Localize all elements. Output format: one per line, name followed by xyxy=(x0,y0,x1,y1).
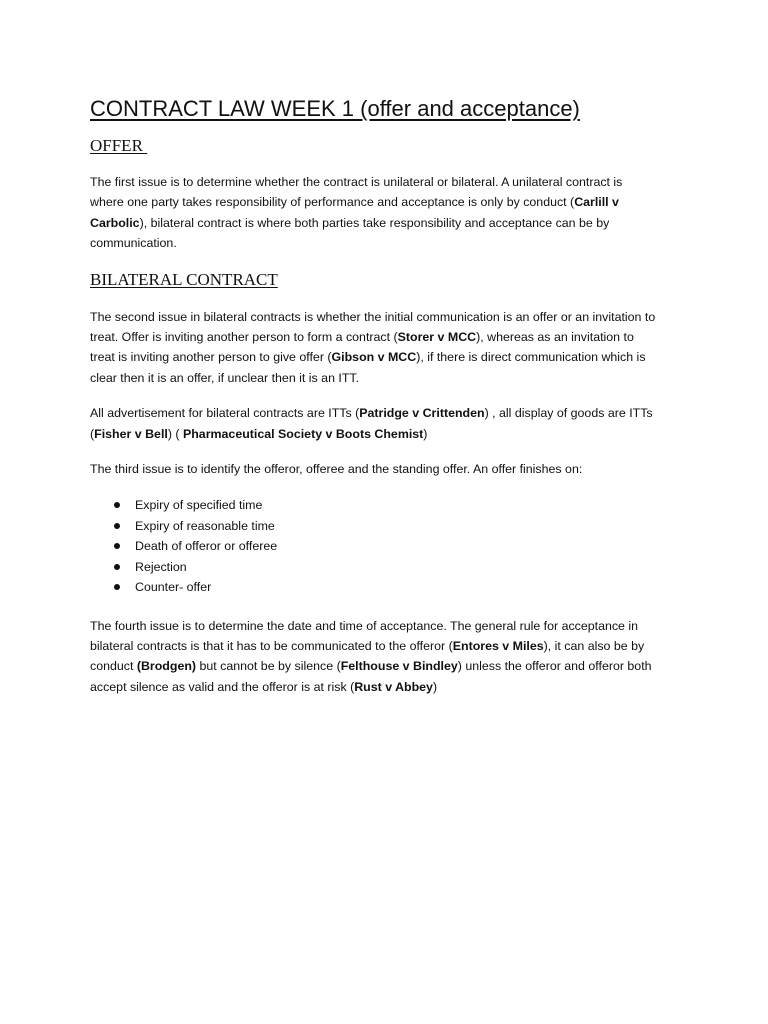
bullet-icon xyxy=(114,502,120,508)
list-item-label: Expiry of reasonable time xyxy=(135,518,275,533)
text-run: The second issue in bilateral contracts is whether the initial communication is an offer or an invitation to xyxy=(90,309,656,324)
text-line xyxy=(90,192,680,212)
text-run: ) xyxy=(432,679,438,694)
case-citation: Patridge v Crittenden xyxy=(359,406,485,421)
document-body xyxy=(90,94,680,697)
paragraph-fourth-issue xyxy=(90,616,680,698)
case-citation: Entores v Miles xyxy=(452,638,544,653)
text-run: accept silence as valid and the offeror is at risk ( xyxy=(90,679,355,694)
paragraph-second-issue xyxy=(90,307,680,389)
text-run: ), if there is direct communication which is xyxy=(416,350,646,365)
text-run: ), it can also be by xyxy=(543,638,645,653)
text-run: bilateral contracts is that it has to be communicated to the offeror ( xyxy=(90,638,453,653)
case-citation: Fisher v Bell xyxy=(94,426,168,441)
text-run: communication. xyxy=(90,236,177,251)
paragraph-advertisements xyxy=(90,403,680,444)
text-run: ) ( xyxy=(167,426,183,441)
case-citation: Storer v MCC xyxy=(397,330,477,345)
case-citation: (Brodgen) xyxy=(136,659,197,674)
list-item xyxy=(90,557,680,577)
text-run: All advertisement for bilateral contracts are ITTs ( xyxy=(90,406,360,421)
text-run: conduct xyxy=(90,659,137,674)
text-line xyxy=(90,172,680,192)
list-item xyxy=(90,536,680,556)
case-citation: Carbolic xyxy=(90,215,140,230)
case-citation: Carlill v xyxy=(574,195,619,210)
text-line xyxy=(90,616,680,636)
text-run: The first issue is to determine whether the contract is unilateral or bilateral. A unilateral contract is xyxy=(90,175,623,189)
text-run: where one party takes responsibility of performance and acceptance is only by conduct ( xyxy=(90,195,575,210)
bullet-icon xyxy=(114,584,120,590)
text-run: ) , all display of goods are ITTs xyxy=(484,406,653,421)
text-run: treat. Offer is inviting another person to form a contract ( xyxy=(90,330,398,345)
text-run: ), bilateral contract is where both parties take responsibility and acceptance can be by xyxy=(139,215,610,230)
section-heading-offer: OFFER xyxy=(90,136,148,155)
document-title: CONTRACT LAW WEEK 1 (offer and acceptance) xyxy=(90,96,580,121)
case-citation: Pharmaceutical Society v Boots Chemist xyxy=(182,426,424,441)
list-item-label: Expiry of specified time xyxy=(135,498,263,513)
text-line xyxy=(90,233,680,253)
text-run: but cannot be by silence ( xyxy=(196,659,341,674)
case-citation: Rust v Abbey xyxy=(354,679,433,694)
text-line xyxy=(90,368,680,388)
text-line xyxy=(90,213,680,233)
list-item xyxy=(90,577,680,597)
case-citation: Gibson v MCC xyxy=(331,350,417,365)
text-run: clear then it is an offer, if unclear then it is an ITT. xyxy=(90,370,360,385)
paragraph-offer-intro xyxy=(90,172,680,254)
list-item xyxy=(90,495,680,515)
text-line xyxy=(90,403,680,423)
bullet-icon xyxy=(114,564,120,570)
offer-termination-list xyxy=(90,495,680,597)
section-heading-bilateral-contract: BILATERAL CONTRACT xyxy=(90,269,278,289)
bullet-icon xyxy=(114,523,120,529)
text-line xyxy=(90,636,680,656)
text-run: The fourth issue is to determine the date and time of acceptance. The general rule for acceptance in xyxy=(90,618,639,633)
paragraph-third-issue: The third issue is to identify the offeror, offeree and the standing offer. An offer finishes on: xyxy=(90,462,583,477)
text-run: treat is inviting another person to give offer ( xyxy=(90,350,332,365)
text-line xyxy=(90,424,680,444)
case-citation: Felthouse v Bindley xyxy=(340,659,458,674)
list-item-label: Counter- offer xyxy=(135,580,212,595)
text-run: ) unless the offeror and offeror both xyxy=(457,659,652,674)
bullet-icon xyxy=(114,543,120,549)
text-line xyxy=(90,347,680,367)
text-line xyxy=(90,677,680,697)
list-item-label: Death of offeror or offeree xyxy=(135,539,278,554)
text-line xyxy=(90,307,680,327)
list-item-label: Rejection xyxy=(135,559,187,574)
text-line xyxy=(90,327,680,347)
text-line xyxy=(90,656,680,676)
text-run: ( xyxy=(90,426,95,441)
text-run: ), whereas as an invitation to xyxy=(476,330,634,345)
text-run: ) xyxy=(423,426,428,441)
list-item xyxy=(90,516,680,536)
